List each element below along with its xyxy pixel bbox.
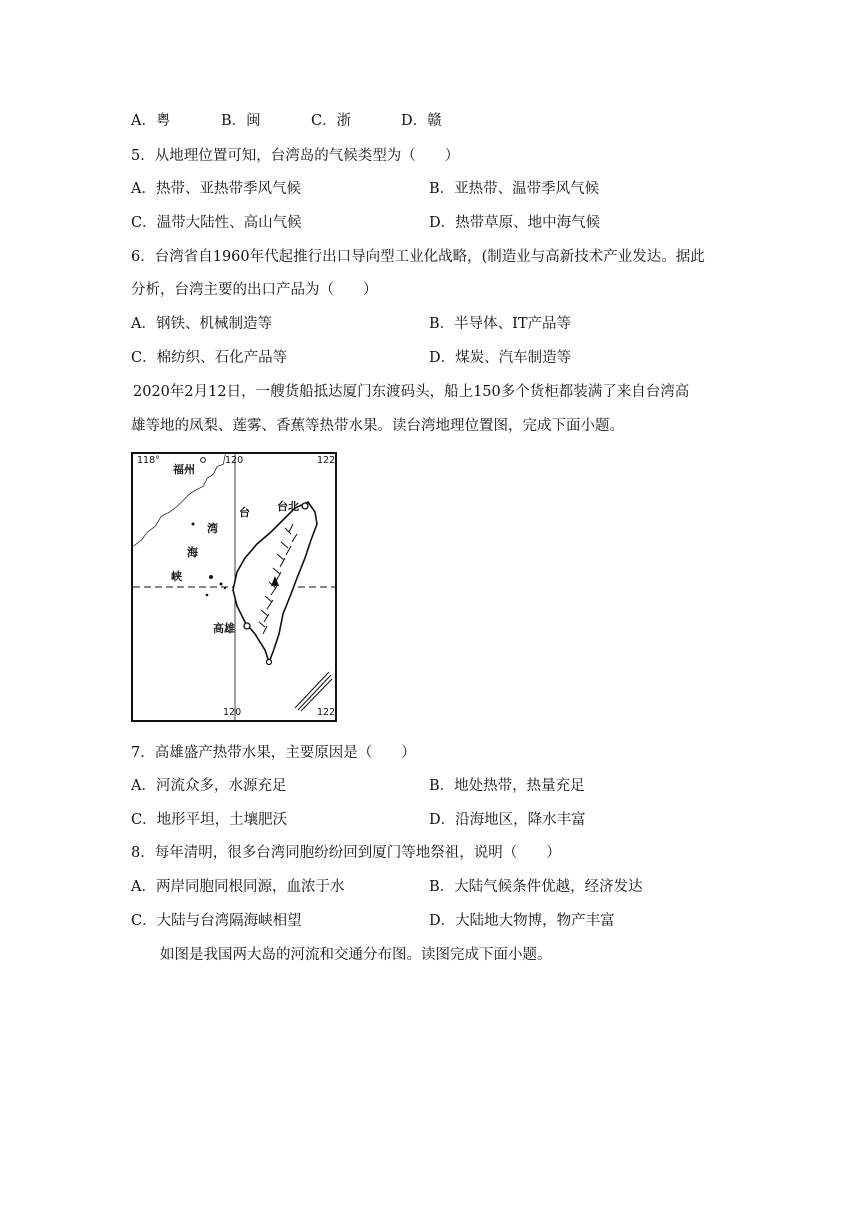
q6-options-row1 [131, 314, 751, 334]
q8-options-row1 [131, 877, 751, 897]
taiwan-map-graphic [133, 454, 335, 720]
q8-option-d: D．大陆地大物博，物产丰富 [429, 913, 615, 929]
q7-option-c: C．地形平坦，土壤肥沃 [131, 812, 288, 828]
q5-option-b: B．亚热带、温带季风气候 [429, 181, 600, 197]
passage-line2: 雄等地的凤梨、莲雾、香蕉等热带水果。读台湾地理位置图，完成下面小题。 [131, 418, 624, 434]
label-fuzhou: 福州 [173, 463, 195, 476]
q6-option-c: C．棉纺织、石化产品等 [131, 350, 288, 366]
q8-option-b: B．大陆气候条件优越，经济发达 [429, 879, 643, 895]
q4-option-d: D．赣 [401, 113, 442, 129]
q7-stem: 7．高雄盛产热带水果，主要原因是（ ） [131, 745, 416, 761]
q5-option-a: A．热带、亚热带季风气候 [131, 181, 301, 197]
label-strait-1: 台 [239, 506, 250, 519]
q4-option-b: B．闽 [221, 113, 261, 129]
q7-option-b: B．地处热带，热量充足 [429, 778, 585, 794]
label-strait-3: 海 [187, 546, 198, 559]
tick-bottom-122: 122 [317, 707, 336, 718]
q6-option-d: D．煤炭、汽车制造等 [429, 350, 572, 366]
q5-option-d: D．热带草原、地中海气候 [429, 215, 601, 231]
q7-option-a: A．河流众多，水源充足 [131, 778, 287, 794]
q5-stem: 5．从地理位置可知，台湾岛的气候类型为（ ） [131, 148, 460, 164]
q7-options-row1 [131, 776, 751, 796]
q7-option-d: D．沿海地区，降水丰富 [429, 812, 586, 828]
taiwan-location-map [131, 452, 337, 722]
label-strait-2: 湾 [207, 522, 218, 535]
q6-stem-line2: 分析，台湾主要的出口产品为（ ） [131, 282, 378, 298]
label-taibei: 台北 [277, 500, 299, 513]
label-gaoxiong: 高雄 [213, 622, 235, 635]
q6-options-row2 [131, 348, 751, 368]
tick-top-118: 118° [137, 455, 160, 466]
q8-stem: 8．每年清明，很多台湾同胞纷纷回到厦门等地祭祖，说明（ ） [131, 845, 561, 861]
tick-bottom-120: 120 [223, 707, 242, 718]
q5-options-row2 [131, 213, 751, 233]
tick-top-122: 122 [317, 455, 336, 466]
tick-top-120: 120 [225, 455, 244, 466]
q8-option-c: C．大陆与台湾隔海峡相望 [131, 913, 302, 929]
q5-option-c: C．温带大陆性、高山气候 [131, 215, 302, 231]
q6-stem-line1: 6．台湾省自1960年代起推行出口导向型工业化战略，(制造业与高新技术产业发达。据此 [131, 249, 705, 265]
q8-option-a: A．两岸同胞同根同源，血浓于水 [131, 879, 345, 895]
q4-option-c: C．浙 [311, 113, 352, 129]
passage-line1: 2020年2月12日，一艘货船抵达厦门东渡码头，船上150多个货柜都装满了来自台湾高 [133, 384, 690, 400]
q6-option-b: B．半导体、IT产品等 [429, 316, 572, 332]
q6-option-a: A．钢铁、机械制造等 [131, 316, 272, 332]
q5-options-row1 [131, 179, 751, 199]
label-strait-4: 峡 [171, 570, 182, 583]
q4-options [131, 111, 751, 131]
q7-options-row2 [131, 810, 751, 830]
q8-options-row2 [131, 911, 751, 931]
q4-option-a: A．粤 [131, 113, 171, 129]
final-intro: 如图是我国两大岛的河流和交通分布图。读图完成下面小题。 [160, 947, 552, 963]
